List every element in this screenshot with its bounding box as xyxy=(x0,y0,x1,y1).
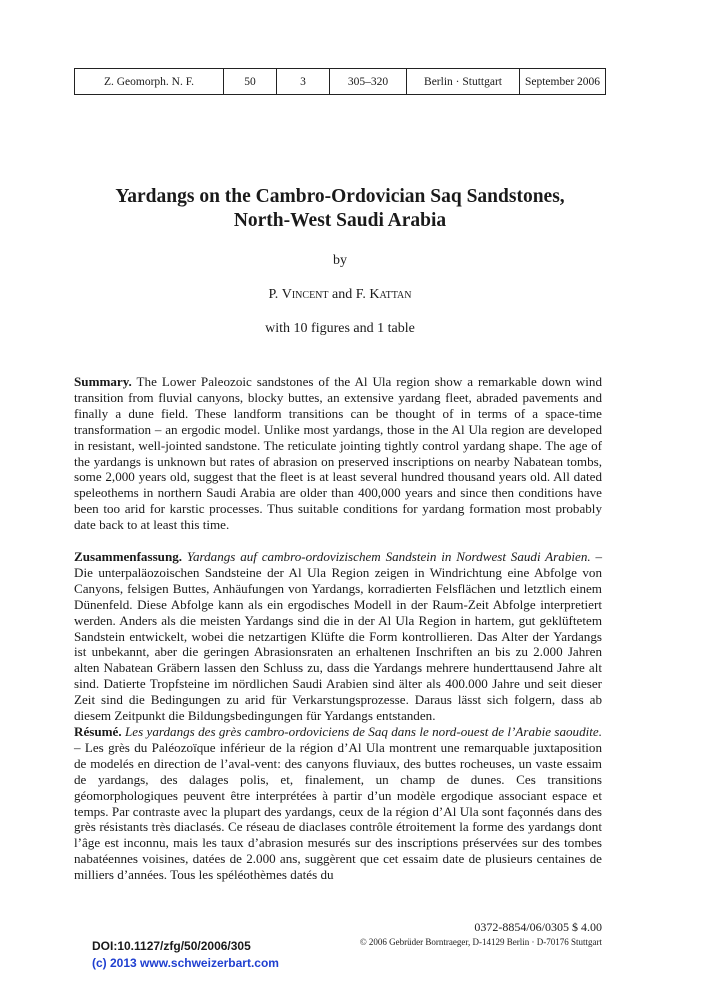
zusammenfassung-title: Yardangs auf cambro-ordovizischem Sandstein in Nordwest Saudi Arabien. xyxy=(186,549,591,564)
issue: 3 xyxy=(277,69,330,95)
doi-stamp: DOI:10.1127/zfg/50/2006/305 xyxy=(92,939,251,953)
resume-paragraph xyxy=(74,724,602,883)
journal-header-table xyxy=(74,68,606,95)
pages: 305–320 xyxy=(330,69,407,95)
figures-note: with 10 figures and 1 table xyxy=(265,321,415,336)
journal-name: Z. Geomorph. N. F. xyxy=(75,69,224,95)
author-2-initial: F. xyxy=(355,287,370,302)
author-2-name: Kattan xyxy=(369,287,412,302)
paper-title-line-2: North-West Saudi Arabia xyxy=(233,210,447,231)
copyright-notice: © 2006 Gebrüder Borntraeger, D-14129 Berlin · D-70176 Stuttgart xyxy=(359,937,602,947)
zusammenfassung-label: Zusammenfassung. xyxy=(74,549,183,564)
issn-price: 0372-8854/06/0305 $ 4.00 xyxy=(474,920,602,934)
resume-title: Les yardangs des grès cambro-ordoviciens de Saq dans le nord-ouest de l’Arabie saoudite. xyxy=(124,724,602,739)
zusammenfassung-text: – Die unterpaläozoischen Sandsteine der Al Ula Region zeigen in Windrichtung eine Abfolge von Canyons, felsigen Buttes, Anhäufungen von Yardangs, korradierten Felsflächen und letztlich einem Dünenfeld. Diese Abfolge kann als ein ergodisches Modell in der Raum-Zeit Abfolge interpretiert werden. Anders als die meisten Yardangs sind die in der Al Ula Region in hartem, gut geklüftetem Sandstein entwickelt, wobei die netzartigen Klüfte die Form kontrollieren. Das Alter der Yardangs ist unbekannt, aber die geringen Abrasionsraten an erhaltenen Inschriften an bis zu 2.000 Jahren alten Nabatean Gräbern lassen den Schluss zu, dass die Yardangs mehrere hunderttausend Jahre alt sind. Datierte Tropfsteine im nördlichen Saudi Arabien sind älter als 400.000 Jahre und seit dieser Zeit sind die Bedingungen zu arid für Verkarstungsprozesse. Daraus lässt sich folgern, dass ab diesem Zeitpunkt die Bildungsbedingungen für Yardangs entstanden. xyxy=(74,549,603,724)
authors xyxy=(74,287,606,303)
authors-and: and xyxy=(328,287,356,302)
author-1-initial: P. xyxy=(268,287,282,302)
volume: 50 xyxy=(224,69,277,95)
publication-date: September 2006 xyxy=(520,69,606,95)
zusammenfassung-paragraph xyxy=(74,549,602,724)
author-1-name: Vincent xyxy=(281,287,329,302)
publication-location: Berlin · Stuttgart xyxy=(407,69,520,95)
summary-text: The Lower Paleozoic sandstones of the Al Ula region show a remarkable down wind transition from fluvial canyons, blocky buttes, an extensive yardang fleet, abraded pavements and finally a dune field. These landform transitions can be thought of in terms of a space-time transformation – an ergodic model. Unlike most yardangs, those in the Al Ula region are developed in resistant, well-jointed sandstone. The reticulate jointing tightly control yardang shape. The age of the yardangs is unknown but rates of abrasion on preserved inscriptions on nearby Nabatean tombs, some 2,000 years old, suggest that the fleet is at least several hundred thousand years old. All dated speleothems in northern Saudi Arabia are older than 400,000 years and since then conditions have been too arid for karstic processes. Thus suitable conditions for yardang formation most probably date back to at least this time. xyxy=(74,374,602,533)
paper-title-line-1: Yardangs on the Cambro-Ordovician Saq Sandstones, xyxy=(115,186,565,207)
website-stamp[interactable]: (c) 2013 www.schweizerbart.com xyxy=(92,956,279,970)
summary-label: Summary. xyxy=(74,374,132,389)
summary-paragraph xyxy=(74,374,602,533)
resume-label: Résumé. xyxy=(74,724,122,739)
resume-text: – Les grès du Paléozoïque inférieur de la région d’Al Ula montrent une remarquable juxtaposition de modelés en direction de l’aval-vent: des canyons fluviaux, des buttes rocheuses, un vaste essaim de yardangs, des dalages polis, et, finalement, un champ de dunes. Ces transitions géomorphologiques peuvent être interprétées à partir d’un modèle ergodique associant espace et temps. Par contraste avec la plupart des yardangs, ceux de la région d’Al Ula sont façonnés dans des grès résistants très diaclasés. Ce réseau de diaclases contrôle étroitement la forme des yardangs dont l’âge est inconnu, mais les taux d’abrasion mesurés sur des inscriptions préservées sur des tombes nabatéennes voisines, datées de 2.000 ans, suggèrent que cet essaim date de plusieurs centaines de milliers d’années. Tous les spéléothèmes datés du xyxy=(74,739,602,883)
by-line: by xyxy=(333,253,347,268)
